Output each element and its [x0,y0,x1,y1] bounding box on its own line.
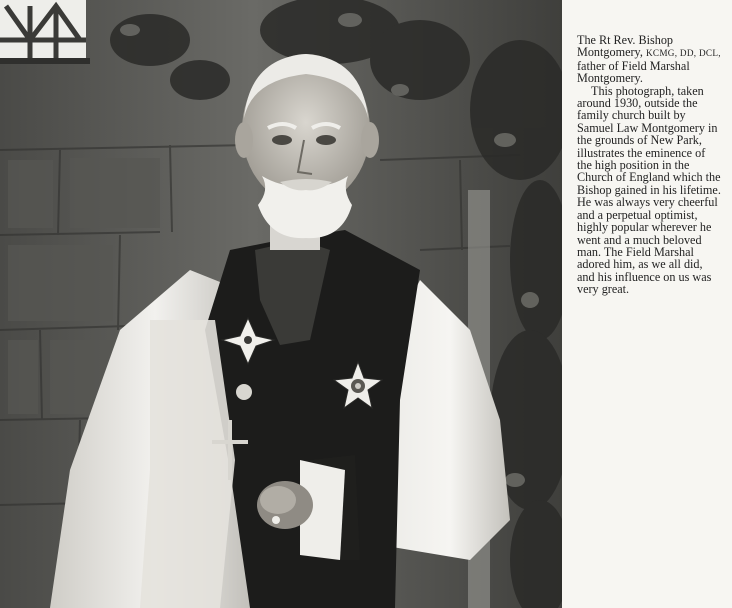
caption-body-line: around 1930, outside the [577,96,698,111]
caption-body-line: Bishop gained in his lifetime. [577,182,721,197]
caption-body-line: Samuel Law Montgomery in [577,120,718,135]
caption-bishop-name: Montgomery, [577,45,643,60]
caption-intro-line-2 [577,46,732,59]
photo-caption [577,34,732,296]
caption-intro-line-1: The Rt Rev. Bishop [577,33,674,47]
caption-body-line: He was always very cheerful [577,195,718,210]
caption-intro-line-3: father of Field Marshal [577,58,690,73]
caption-body-line: and a perpetual optimist, [577,207,698,222]
caption-body-line: and his influence on us was [577,269,712,284]
caption-body-line: very great. [577,282,630,297]
caption-body-line: illustrates the eminence of [577,145,706,160]
caption-body-line: This photograph, taken [591,83,704,98]
caption-body-line: the high position in the [577,158,690,173]
caption-body-line: went and a much beloved [577,232,702,247]
caption-body-line: the grounds of New Park, [577,133,702,148]
caption-body-line: man. The Field Marshal [577,244,694,259]
caption-body-line: highly popular wherever he [577,220,712,235]
caption-intro-line-4: Montgomery. [577,71,643,86]
caption-honours: KCMG, DD, DCL, [645,48,721,59]
caption-body-line: Church of England which the [577,170,721,185]
caption-body-line: family church built by [577,108,686,123]
caption-body-line: adored him, as we all did, [577,257,703,272]
